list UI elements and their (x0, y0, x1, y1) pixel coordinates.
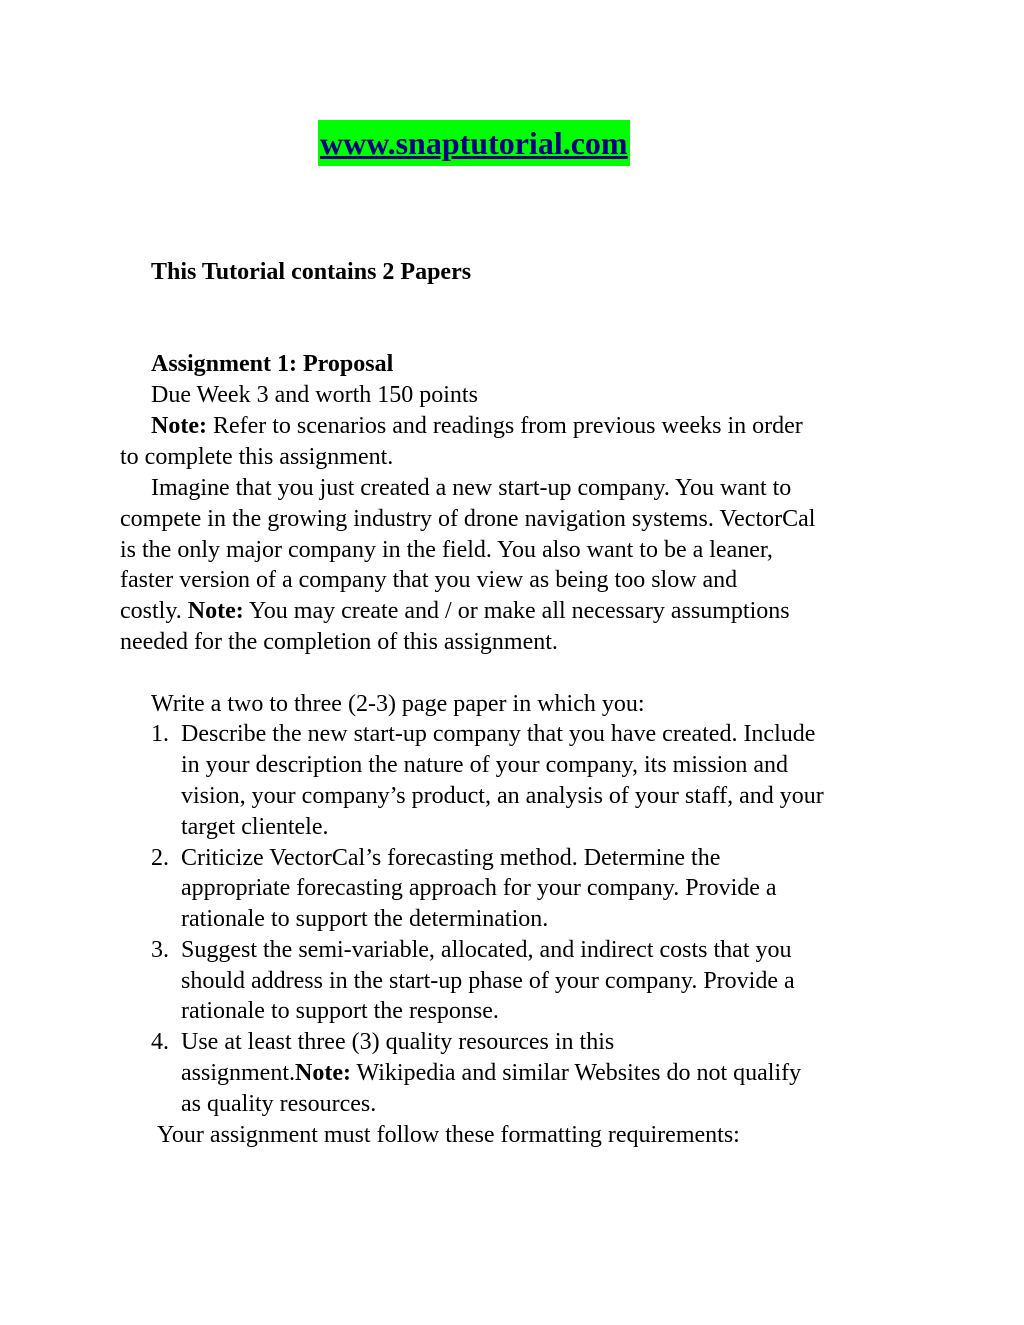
site-link[interactable]: www.snaptutorial.com (318, 120, 630, 166)
scenario-line-6: needed for the completion of this assignment. (120, 629, 558, 655)
item-4-line-1: Use at least three (3) quality resources in this (181, 1029, 615, 1055)
item-3-line-1: Suggest the semi-variable, allocated, and indirect costs that you (181, 937, 792, 963)
note-paragraph-line-2: to complete this assignment. (120, 444, 394, 470)
scenario-line-3: is the only major company in the field. You also want to be a leaner, (120, 537, 773, 563)
scenario-line-5 (120, 596, 790, 626)
list-number-3: 3. (151, 937, 169, 963)
scenario-line-1: Imagine that you just created a new start-up company. You want to (151, 475, 792, 501)
write-intro: Write a two to three (2-3) page paper in which you: (151, 691, 645, 717)
note-paragraph-line-1 (151, 411, 803, 441)
formatting-intro: Your assignment must follow these formatting requirements: (157, 1122, 740, 1148)
due-line: Due Week 3 and worth 150 points (151, 382, 478, 408)
note-label: Note: (151, 413, 207, 439)
item-4-note-label: Note: (295, 1060, 351, 1086)
assignment-title: Assignment 1: Proposal (151, 351, 394, 377)
item-3-line-3: rationale to support the response. (181, 998, 499, 1024)
item-1-line-3: vision, your company’s product, an analysis of your staff, and your (181, 783, 824, 809)
scenario-line-2: compete in the growing industry of drone navigation systems. VectorCal (120, 506, 816, 532)
item-2-line-1: Criticize VectorCal’s forecasting method. Determine the (181, 845, 721, 871)
item-3-line-2: should address in the start-up phase of your company. Provide a (181, 968, 795, 994)
list-number-4: 4. (151, 1029, 169, 1055)
item-1-line-1: Describe the new start-up company that you have created. Include (181, 721, 816, 747)
item-4-line-3: as quality resources. (181, 1091, 377, 1117)
item-1-line-2: in your description the nature of your company, its mission and (181, 752, 788, 778)
list-number-2: 2. (151, 845, 169, 871)
note-text: Refer to scenarios and readings from previous weeks in order (206, 413, 803, 439)
scenario-note-text: You may create and / or make all necessary assumptions (243, 598, 790, 624)
item-4-prefix: assignment. (181, 1060, 295, 1086)
item-4-note-text: Wikipedia and similar Websites do not qualify (350, 1060, 802, 1086)
scenario-costly: costly. (120, 598, 188, 624)
item-2-line-3: rationale to support the determination. (181, 906, 549, 932)
scenario-note-label: Note: (187, 598, 244, 624)
scenario-line-4: faster version of a company that you view as being too slow and (120, 567, 738, 593)
tutorial-note: This Tutorial contains 2 Papers (151, 259, 472, 285)
list-number-1: 1. (151, 721, 169, 747)
item-4-line-2 (181, 1058, 801, 1088)
item-1-line-4: target clientele. (181, 814, 329, 840)
item-2-line-2: appropriate forecasting approach for your company. Provide a (181, 875, 777, 901)
